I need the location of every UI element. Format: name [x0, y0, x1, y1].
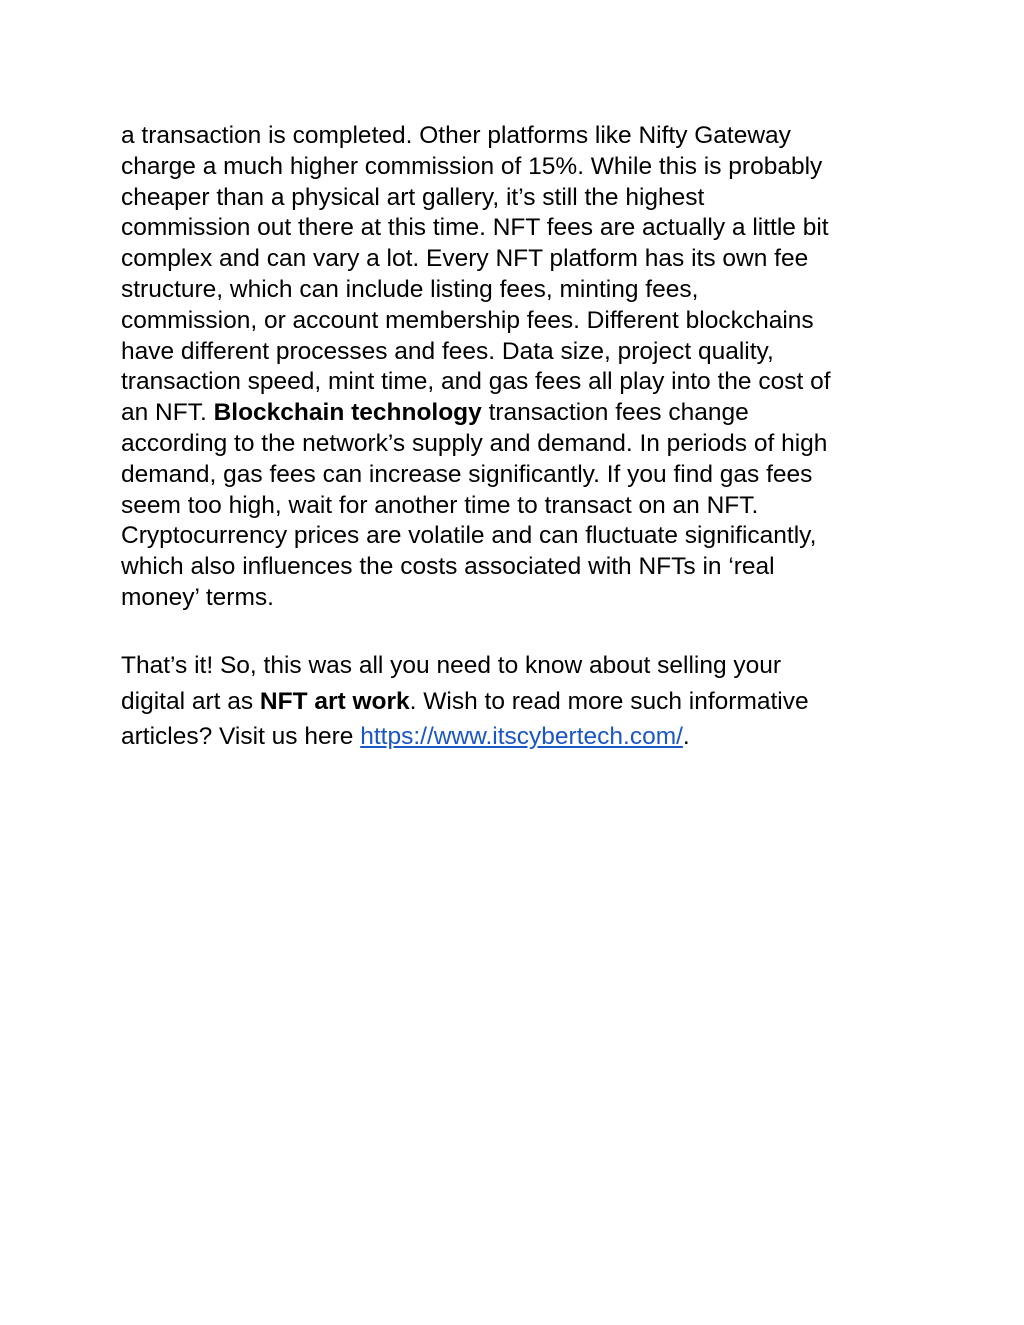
- text-line: structure, which can include listing fees, minting fees,: [121, 275, 699, 303]
- text-segment: transaction fees change: [481, 399, 749, 427]
- text-segment: .: [682, 723, 690, 750]
- text-line: [121, 719, 911, 755]
- text-segment: articles? Visit us here: [121, 723, 361, 750]
- text-line: That’s it! So, this was all you need to know about selling your: [121, 652, 782, 679]
- text-line: money’ terms.: [121, 583, 274, 611]
- text-line: commission, or account membership fees. Different blockchains: [121, 306, 814, 334]
- bold-term-blockchain-technology: Blockchain technology: [213, 399, 482, 427]
- paragraph-nft-fees: [121, 121, 911, 614]
- paragraph-conclusion: [121, 648, 911, 755]
- text-line: according to the network’s supply and demand. In periods of high: [121, 429, 828, 457]
- text-line: [121, 398, 911, 429]
- text-segment: an NFT.: [121, 399, 214, 427]
- text-line: complex and can vary a lot. Every NFT platform has its own fee: [121, 245, 809, 273]
- text-line: seem too high, wait for another time to transact on an NFT.: [121, 491, 759, 519]
- text-line: charge a much higher commission of 15%. While this is probably: [121, 152, 823, 180]
- text-line: which also influences the costs associated with NFTs in ‘real: [121, 553, 775, 581]
- bold-term-nft-art-work: NFT art work: [259, 687, 410, 715]
- text-segment: . Wish to read more such informative: [409, 687, 809, 715]
- text-line: a transaction is completed. Other platforms like Nifty Gateway: [121, 122, 791, 149]
- text-line: transaction speed, mint time, and gas fees all play into the cost of: [121, 368, 831, 396]
- text-segment: digital art as: [121, 687, 260, 715]
- text-line: demand, gas fees can increase significantly. If you find gas fees: [121, 460, 813, 488]
- website-link[interactable]: https://www.itscybertech.com/: [360, 723, 683, 750]
- text-line: [121, 684, 911, 720]
- text-line: cheaper than a physical art gallery, it’s still the highest: [121, 183, 705, 211]
- text-line: commission out there at this time. NFT fees are actually a little bit: [121, 214, 829, 242]
- text-line: Cryptocurrency prices are volatile and can fluctuate significantly,: [121, 522, 817, 550]
- text-line: have different processes and fees. Data size, project quality,: [121, 337, 774, 365]
